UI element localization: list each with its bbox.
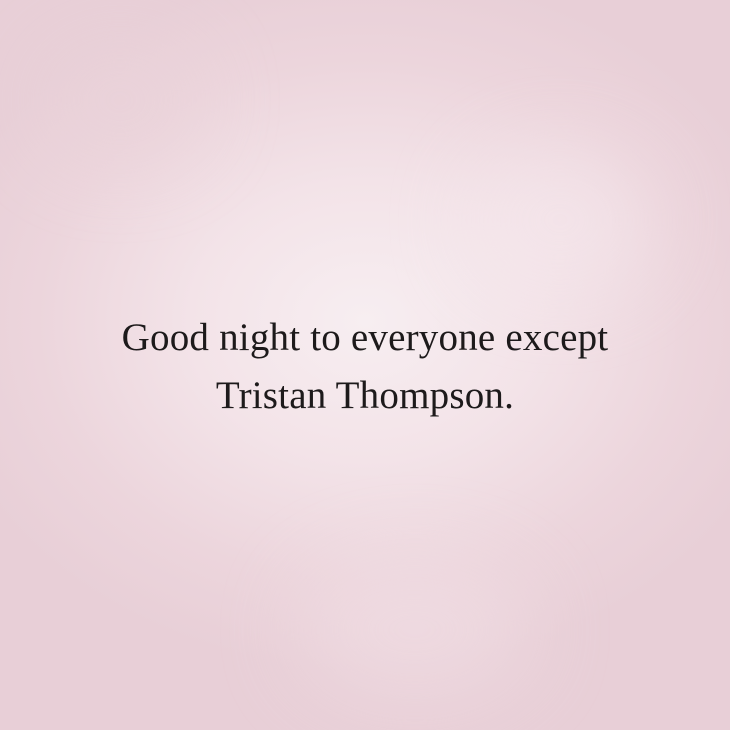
background-glow xyxy=(300,560,530,700)
quote-line-2: Tristan Thompson. xyxy=(215,374,515,417)
quote-line-1: Good night to everyone except xyxy=(121,316,609,359)
quote-text xyxy=(0,309,730,425)
background-glow xyxy=(470,150,650,290)
background-glow xyxy=(40,40,200,160)
